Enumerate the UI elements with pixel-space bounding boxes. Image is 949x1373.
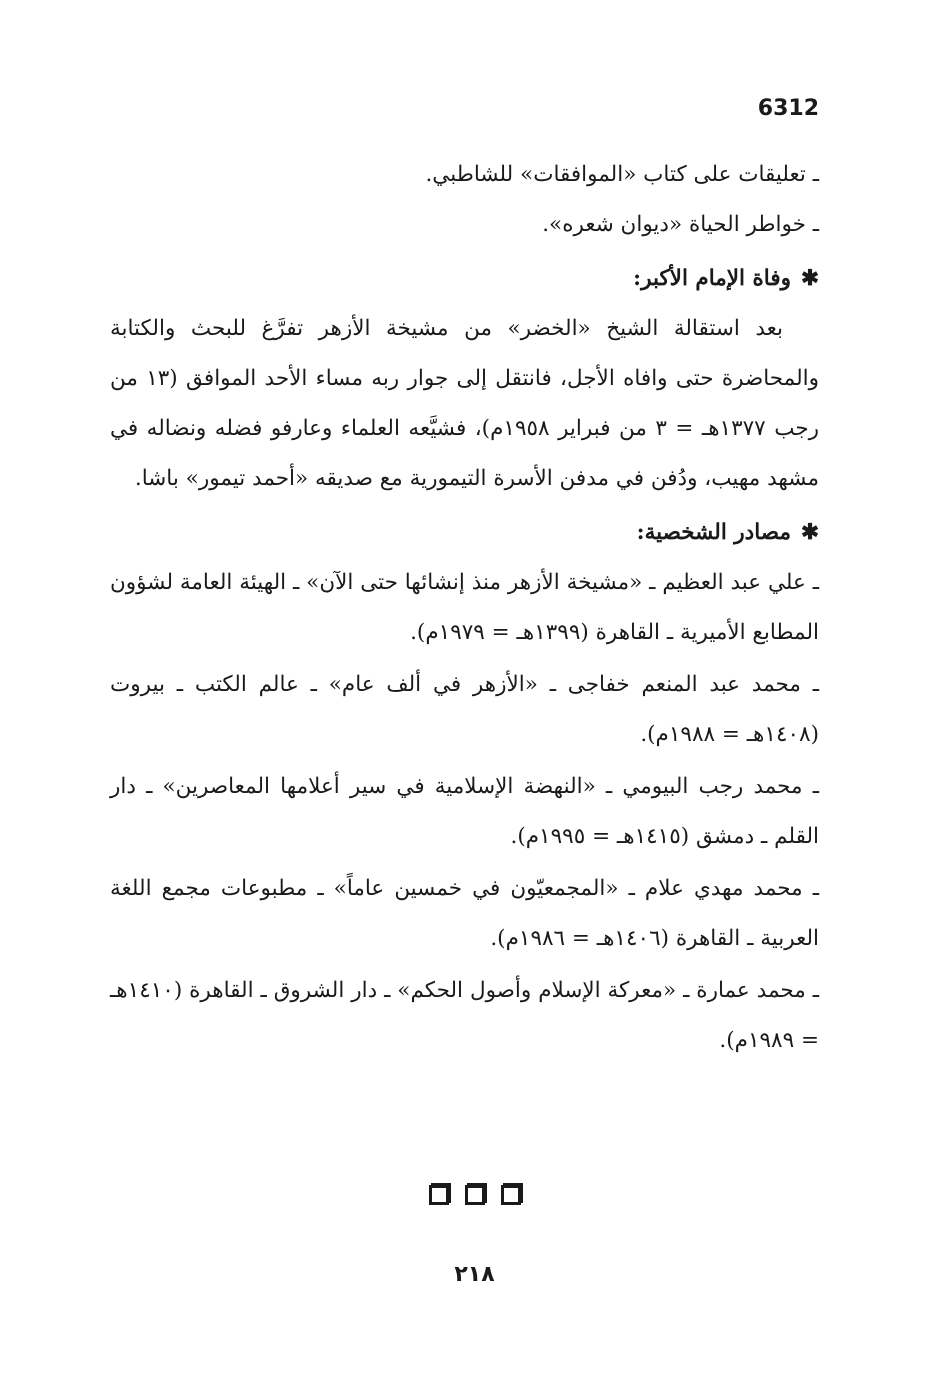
- asterisk-icon: ✱: [800, 266, 819, 291]
- page-number: ٢١٨: [454, 1262, 495, 1287]
- asterisk-icon: ✱: [800, 520, 819, 545]
- source-item: ـ محمد رجب البيومي ـ «النهضة الإسلامية في سير أعلامها المعاصرين» ـ دار القلم ـ دمشق (١٤١٥هـ = ١٩٩٥م).: [110, 774, 819, 849]
- square-ornament-icon: [429, 1185, 449, 1205]
- death-heading-text: وفاة الإمام الأكبر:: [633, 266, 791, 291]
- work-item-poetry: ـ خواطر الحياة «ديوان شعره».: [542, 212, 819, 237]
- sources-heading-text: مصادر الشخصية:: [636, 520, 791, 545]
- section-end-ornament: [0, 1185, 949, 1205]
- death-paragraph: بعد استقالة الشيخ «الخضر» من مشيخة الأزهر تفرَّغ للبحث والكتابة والمحاضرة حتى وافاه الأجل، فانتقل إلى جوار ربه مساء الأحد الموافق (١٣ من رجب ١٣٧٧هـ = ٣ من فبراير ١٩٥٨م)، فشيَّعه العلماء وعارفو فضله ونضاله في مشهد مهيب، ودُفن في مدفن الأسرة التيمورية مع صديقه «أحمد تيمور» باشا.: [110, 316, 819, 491]
- page-content: [110, 150, 819, 1068]
- page-id: 6312: [757, 96, 819, 121]
- source-item: ـ محمد عمارة ـ «معركة الإسلام وأصول الحكم» ـ دار الشروق ـ القاهرة (١٤١٠هـ = ١٩٨٩م).: [110, 978, 819, 1053]
- sources-heading: [110, 508, 819, 558]
- work-item-commentary: ـ تعليقات على كتاب «الموافقات» للشاطبي.: [425, 162, 819, 187]
- square-ornament-icon: [465, 1185, 485, 1205]
- square-ornament-icon: [501, 1185, 521, 1205]
- source-item: ـ محمد مهدي علام ـ «المجمعيّون في خمسين عاماً» ـ مطبوعات مجمع اللغة العربية ـ القاهرة (١٤٠٦هـ = ١٩٨٦م).: [110, 876, 819, 951]
- death-heading: [110, 254, 819, 304]
- source-item: ـ علي عبد العظيم ـ «مشيخة الأزهر منذ إنشائها حتى الآن» ـ الهيئة العامة لشؤون المطابع الأميرية ـ القاهرة (١٣٩٩هـ = ١٩٧٩م).: [110, 570, 819, 645]
- source-item: ـ محمد عبد المنعم خفاجى ـ «الأزهر في ألف عام» ـ عالم الكتب ـ بيروت (١٤٠٨هـ = ١٩٨٨م).: [110, 672, 819, 747]
